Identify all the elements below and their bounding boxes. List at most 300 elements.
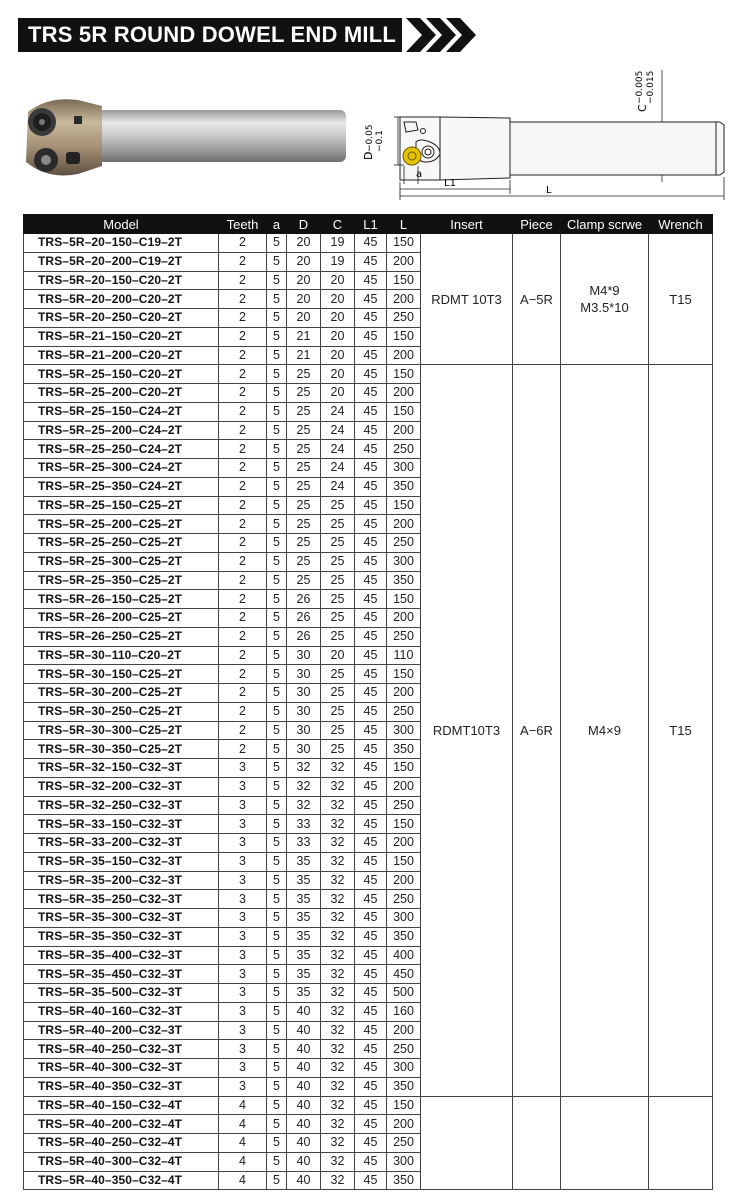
cell-teeth: 2 <box>219 702 267 721</box>
cell-l1: 45 <box>355 796 387 815</box>
cell-d: 25 <box>287 365 321 384</box>
cell-d: 21 <box>287 327 321 346</box>
cell-a: 5 <box>267 852 287 871</box>
cell-model: TRS–5R–40–200–C32–3T <box>24 1021 219 1040</box>
cell-teeth: 2 <box>219 271 267 290</box>
cell-a: 5 <box>267 1152 287 1171</box>
cell-l: 350 <box>387 571 421 590</box>
cell-c: 24 <box>321 402 355 421</box>
cell-l1: 45 <box>355 965 387 984</box>
cell-d: 25 <box>287 459 321 478</box>
cell-c: 32 <box>321 852 355 871</box>
cell-l: 150 <box>387 402 421 421</box>
cell-l1: 45 <box>355 552 387 571</box>
cell-a: 5 <box>267 871 287 890</box>
cell-teeth: 3 <box>219 871 267 890</box>
cell-l: 450 <box>387 965 421 984</box>
page-title: TRS 5R ROUND DOWEL END MILL <box>18 18 402 52</box>
cell-model: TRS–5R–25–350–C25–2T <box>24 571 219 590</box>
cell-d: 25 <box>287 534 321 553</box>
cell-teeth: 3 <box>219 1040 267 1059</box>
cell-l: 250 <box>387 309 421 328</box>
cell-model: TRS–5R–35–400–C32–3T <box>24 946 219 965</box>
cell-l: 200 <box>387 871 421 890</box>
cell-teeth: 4 <box>219 1115 267 1134</box>
cell-d: 32 <box>287 759 321 778</box>
dimension-drawing <box>360 62 740 202</box>
cell-d: 40 <box>287 1077 321 1096</box>
clamp-screw-spec: M4*9 <box>589 283 620 299</box>
cell-c: 24 <box>321 421 355 440</box>
cell-a: 5 <box>267 421 287 440</box>
cell-c: 20 <box>321 327 355 346</box>
cell-teeth: 4 <box>219 1152 267 1171</box>
cell-l1: 45 <box>355 290 387 309</box>
cell-teeth: 2 <box>219 721 267 740</box>
cell-c: 32 <box>321 1059 355 1078</box>
table-row <box>24 234 713 253</box>
cell-d: 26 <box>287 627 321 646</box>
cell-l: 300 <box>387 552 421 571</box>
cell-model: TRS–5R–25–200–C24–2T <box>24 421 219 440</box>
cell-l1: 45 <box>355 1171 387 1190</box>
cell-model: TRS–5R–20–250–C20–2T <box>24 309 219 328</box>
cell-d: 35 <box>287 909 321 928</box>
cell-d: 26 <box>287 609 321 628</box>
cell-teeth: 2 <box>219 552 267 571</box>
cell-teeth: 2 <box>219 496 267 515</box>
cell-d: 40 <box>287 1059 321 1078</box>
cell-l: 200 <box>387 252 421 271</box>
cell-c: 19 <box>321 252 355 271</box>
cell-l: 300 <box>387 909 421 928</box>
cell-d: 25 <box>287 477 321 496</box>
cell-model: TRS–5R–30–250–C25–2T <box>24 702 219 721</box>
col-header-l: L <box>387 215 421 234</box>
cell-c: 32 <box>321 1171 355 1190</box>
cell-teeth: 2 <box>219 290 267 309</box>
cell-c: 32 <box>321 965 355 984</box>
cell-l1: 45 <box>355 777 387 796</box>
cell-piece <box>513 1096 561 1190</box>
cell-l: 300 <box>387 721 421 740</box>
cell-c: 20 <box>321 646 355 665</box>
cell-l1: 45 <box>355 440 387 459</box>
cell-c: 25 <box>321 534 355 553</box>
cell-c: 32 <box>321 1134 355 1153</box>
cell-c: 25 <box>321 665 355 684</box>
cell-a: 5 <box>267 646 287 665</box>
col-header-teeth: Teeth <box>219 215 267 234</box>
cell-teeth: 2 <box>219 684 267 703</box>
cell-teeth: 2 <box>219 646 267 665</box>
col-header-wrench: Wrench <box>649 215 713 234</box>
cell-d: 40 <box>287 1115 321 1134</box>
cell-model: TRS–5R–20–150–C19–2T <box>24 234 219 253</box>
cell-c: 32 <box>321 1040 355 1059</box>
cell-l: 150 <box>387 496 421 515</box>
cell-a: 5 <box>267 609 287 628</box>
cell-d: 35 <box>287 890 321 909</box>
cell-model: TRS–5R–40–350–C32–4T <box>24 1171 219 1190</box>
cell-c: 32 <box>321 796 355 815</box>
cell-l: 250 <box>387 440 421 459</box>
cell-model: TRS–5R–32–150–C32–3T <box>24 759 219 778</box>
cell-l1: 45 <box>355 721 387 740</box>
cell-l: 250 <box>387 890 421 909</box>
cell-c: 25 <box>321 590 355 609</box>
cell-l1: 45 <box>355 1077 387 1096</box>
cell-d: 25 <box>287 552 321 571</box>
cell-model: TRS–5R–32–200–C32–3T <box>24 777 219 796</box>
cell-clamp <box>561 1096 649 1190</box>
cell-c: 24 <box>321 459 355 478</box>
cell-a: 5 <box>267 1115 287 1134</box>
cell-a: 5 <box>267 552 287 571</box>
cell-l1: 45 <box>355 627 387 646</box>
cell-c: 25 <box>321 740 355 759</box>
cell-d: 33 <box>287 834 321 853</box>
cell-teeth: 3 <box>219 834 267 853</box>
cell-d: 35 <box>287 946 321 965</box>
cell-a: 5 <box>267 927 287 946</box>
cell-a: 5 <box>267 384 287 403</box>
cell-l1: 45 <box>355 365 387 384</box>
cell-model: TRS–5R–26–250–C25–2T <box>24 627 219 646</box>
cell-model: TRS–5R–26–200–C25–2T <box>24 609 219 628</box>
cell-l: 200 <box>387 346 421 365</box>
cell-model: TRS–5R–25–250–C25–2T <box>24 534 219 553</box>
cell-l1: 45 <box>355 421 387 440</box>
cell-l1: 45 <box>355 496 387 515</box>
cell-d: 40 <box>287 1096 321 1115</box>
col-header-c: C <box>321 215 355 234</box>
cell-c: 25 <box>321 571 355 590</box>
cell-a: 5 <box>267 271 287 290</box>
col-header-clamp: Clamp scrwe <box>561 215 649 234</box>
cell-l1: 45 <box>355 927 387 946</box>
cell-l: 150 <box>387 327 421 346</box>
cell-d: 35 <box>287 965 321 984</box>
cell-d: 30 <box>287 665 321 684</box>
cell-l1: 45 <box>355 890 387 909</box>
cell-l: 250 <box>387 702 421 721</box>
cell-teeth: 3 <box>219 909 267 928</box>
cell-c: 25 <box>321 684 355 703</box>
cell-a: 5 <box>267 684 287 703</box>
cell-model: TRS–5R–40–300–C32–4T <box>24 1152 219 1171</box>
cell-model: TRS–5R–20–200–C20–2T <box>24 290 219 309</box>
cell-c: 32 <box>321 1077 355 1096</box>
cell-a: 5 <box>267 702 287 721</box>
cell-a: 5 <box>267 496 287 515</box>
cell-model: TRS–5R–25–350–C24–2T <box>24 477 219 496</box>
cell-d: 25 <box>287 440 321 459</box>
cell-l: 160 <box>387 1002 421 1021</box>
cell-c: 20 <box>321 384 355 403</box>
cell-model: TRS–5R–30–300–C25–2T <box>24 721 219 740</box>
cell-d: 30 <box>287 740 321 759</box>
cell-l1: 45 <box>355 234 387 253</box>
cell-l1: 45 <box>355 402 387 421</box>
cell-teeth: 2 <box>219 590 267 609</box>
cell-l: 300 <box>387 459 421 478</box>
cell-l1: 45 <box>355 534 387 553</box>
cell-teeth: 3 <box>219 890 267 909</box>
cell-d: 25 <box>287 571 321 590</box>
cell-d: 35 <box>287 984 321 1003</box>
cell-l: 350 <box>387 477 421 496</box>
cell-d: 26 <box>287 590 321 609</box>
cell-model: TRS–5R–25–250–C24–2T <box>24 440 219 459</box>
col-header-d: D <box>287 215 321 234</box>
cell-c: 32 <box>321 1115 355 1134</box>
cell-l1: 45 <box>355 327 387 346</box>
cell-d: 30 <box>287 684 321 703</box>
cell-wrench: T15 <box>649 234 713 365</box>
cell-l1: 45 <box>355 815 387 834</box>
cell-l: 250 <box>387 1040 421 1059</box>
cell-c: 32 <box>321 1021 355 1040</box>
cell-model: TRS–5R–35–250–C32–3T <box>24 890 219 909</box>
cell-d: 25 <box>287 421 321 440</box>
cell-l1: 45 <box>355 984 387 1003</box>
cell-l: 200 <box>387 609 421 628</box>
cell-model: TRS–5R–26–150–C25–2T <box>24 590 219 609</box>
cell-teeth: 3 <box>219 815 267 834</box>
cell-c: 32 <box>321 871 355 890</box>
cell-model: TRS–5R–33–200–C32–3T <box>24 834 219 853</box>
cell-l1: 45 <box>355 459 387 478</box>
cell-model: TRS–5R–35–200–C32–3T <box>24 871 219 890</box>
spec-table <box>23 214 713 1190</box>
cell-c: 20 <box>321 290 355 309</box>
cell-a: 5 <box>267 965 287 984</box>
cell-l: 350 <box>387 1077 421 1096</box>
cell-model: TRS–5R–25–200–C20–2T <box>24 384 219 403</box>
cell-d: 25 <box>287 384 321 403</box>
cell-l1: 45 <box>355 252 387 271</box>
cell-model: TRS–5R–20–200–C19–2T <box>24 252 219 271</box>
cell-teeth: 4 <box>219 1134 267 1153</box>
cell-teeth: 2 <box>219 440 267 459</box>
cell-model: TRS–5R–25–150–C20–2T <box>24 365 219 384</box>
cell-a: 5 <box>267 740 287 759</box>
cell-l1: 45 <box>355 477 387 496</box>
cell-l: 150 <box>387 234 421 253</box>
cell-teeth: 3 <box>219 1021 267 1040</box>
cell-c: 32 <box>321 777 355 796</box>
cell-a: 5 <box>267 459 287 478</box>
cell-l1: 45 <box>355 384 387 403</box>
cell-c: 25 <box>321 515 355 534</box>
cell-l: 250 <box>387 1134 421 1153</box>
cell-a: 5 <box>267 665 287 684</box>
cell-l: 400 <box>387 946 421 965</box>
cell-teeth: 3 <box>219 965 267 984</box>
cell-c: 32 <box>321 1002 355 1021</box>
cell-l: 200 <box>387 834 421 853</box>
cell-l: 250 <box>387 796 421 815</box>
cell-c: 25 <box>321 496 355 515</box>
cell-l: 250 <box>387 627 421 646</box>
cell-teeth: 2 <box>219 346 267 365</box>
cell-model: TRS–5R–40–160–C32–3T <box>24 1002 219 1021</box>
cell-model: TRS–5R–35–450–C32–3T <box>24 965 219 984</box>
cell-d: 20 <box>287 290 321 309</box>
cell-l1: 45 <box>355 571 387 590</box>
cell-insert: RDMT10T3 <box>421 365 513 1096</box>
l-label: L <box>546 185 552 196</box>
cell-c: 25 <box>321 721 355 740</box>
cell-model: TRS–5R–30–200–C25–2T <box>24 684 219 703</box>
cell-clamp <box>561 234 649 365</box>
cell-c: 32 <box>321 1152 355 1171</box>
cell-l: 150 <box>387 852 421 871</box>
cell-teeth: 3 <box>219 1002 267 1021</box>
cell-teeth: 2 <box>219 252 267 271</box>
cell-l1: 45 <box>355 590 387 609</box>
cell-a: 5 <box>267 1021 287 1040</box>
cell-teeth: 3 <box>219 777 267 796</box>
cell-l: 150 <box>387 365 421 384</box>
cell-a: 5 <box>267 252 287 271</box>
cell-a: 5 <box>267 402 287 421</box>
cell-l1: 45 <box>355 1059 387 1078</box>
a-label: a <box>416 169 423 180</box>
cell-c: 20 <box>321 271 355 290</box>
cell-a: 5 <box>267 365 287 384</box>
cell-teeth: 2 <box>219 365 267 384</box>
cell-a: 5 <box>267 946 287 965</box>
cell-c: 32 <box>321 984 355 1003</box>
cell-model: TRS–5R–32–250–C32–3T <box>24 796 219 815</box>
cell-wrench <box>649 1096 713 1190</box>
cell-l: 200 <box>387 384 421 403</box>
cell-a: 5 <box>267 327 287 346</box>
cell-d: 33 <box>287 815 321 834</box>
col-header-a: a <box>267 215 287 234</box>
clamp-screw-spec: M3.5*10 <box>580 300 629 316</box>
cell-d: 30 <box>287 702 321 721</box>
cell-c: 32 <box>321 834 355 853</box>
col-header-piece: Piece <box>513 215 561 234</box>
cell-teeth: 2 <box>219 402 267 421</box>
cell-d: 40 <box>287 1134 321 1153</box>
cell-l: 200 <box>387 290 421 309</box>
cell-a: 5 <box>267 1096 287 1115</box>
cell-a: 5 <box>267 1134 287 1153</box>
cell-l: 200 <box>387 684 421 703</box>
cell-teeth: 2 <box>219 571 267 590</box>
cell-model: TRS–5R–35–500–C32–3T <box>24 984 219 1003</box>
cell-l: 200 <box>387 421 421 440</box>
cell-d: 20 <box>287 234 321 253</box>
table-row <box>24 365 713 384</box>
cell-model: TRS–5R–21–200–C20–2T <box>24 346 219 365</box>
cell-model: TRS–5R–35–150–C32–3T <box>24 852 219 871</box>
cell-c: 32 <box>321 946 355 965</box>
cell-teeth: 4 <box>219 1096 267 1115</box>
cell-teeth: 3 <box>219 796 267 815</box>
cell-model: TRS–5R–25–200–C25–2T <box>24 515 219 534</box>
cell-a: 5 <box>267 1171 287 1190</box>
cell-l1: 45 <box>355 740 387 759</box>
cell-l1: 45 <box>355 759 387 778</box>
cell-c: 24 <box>321 477 355 496</box>
cell-teeth: 2 <box>219 459 267 478</box>
cell-c: 32 <box>321 815 355 834</box>
cell-a: 5 <box>267 534 287 553</box>
cell-l1: 45 <box>355 1040 387 1059</box>
d-tol-bot: −0.1 <box>375 130 385 152</box>
cell-model: TRS–5R–20–150–C20–2T <box>24 271 219 290</box>
cell-l1: 45 <box>355 665 387 684</box>
title-banner <box>18 18 458 52</box>
c-label: C <box>636 104 649 112</box>
cell-model: TRS–5R–25–300–C25–2T <box>24 552 219 571</box>
cell-model: TRS–5R–40–200–C32–4T <box>24 1115 219 1134</box>
cell-l1: 45 <box>355 684 387 703</box>
cell-d: 20 <box>287 309 321 328</box>
d-tol-top: −0.05 <box>365 124 375 152</box>
cell-teeth: 2 <box>219 515 267 534</box>
cell-c: 32 <box>321 1096 355 1115</box>
cell-l1: 45 <box>355 871 387 890</box>
cell-l: 350 <box>387 740 421 759</box>
cell-model: TRS–5R–40–150–C32–4T <box>24 1096 219 1115</box>
cell-a: 5 <box>267 1040 287 1059</box>
cell-model: TRS–5R–25–150–C25–2T <box>24 496 219 515</box>
cell-teeth: 3 <box>219 852 267 871</box>
cell-a: 5 <box>267 309 287 328</box>
cell-d: 32 <box>287 777 321 796</box>
cell-d: 40 <box>287 1040 321 1059</box>
cell-model: TRS–5R–25–300–C24–2T <box>24 459 219 478</box>
cell-d: 25 <box>287 402 321 421</box>
cell-d: 40 <box>287 1152 321 1171</box>
cell-l: 150 <box>387 271 421 290</box>
cell-d: 40 <box>287 1171 321 1190</box>
cell-a: 5 <box>267 834 287 853</box>
cell-a: 5 <box>267 590 287 609</box>
cell-d: 35 <box>287 852 321 871</box>
cell-insert <box>421 1096 513 1190</box>
cell-a: 5 <box>267 571 287 590</box>
cell-teeth: 4 <box>219 1171 267 1190</box>
cell-a: 5 <box>267 440 287 459</box>
cell-teeth: 2 <box>219 740 267 759</box>
cell-l1: 45 <box>355 1096 387 1115</box>
cell-model: TRS–5R–30–110–C20–2T <box>24 646 219 665</box>
table-row <box>24 1096 713 1115</box>
cell-d: 30 <box>287 646 321 665</box>
cell-wrench: T15 <box>649 365 713 1096</box>
cell-model: TRS–5R–35–350–C32–3T <box>24 927 219 946</box>
cell-l: 150 <box>387 815 421 834</box>
cell-c: 25 <box>321 552 355 571</box>
cell-l: 500 <box>387 984 421 1003</box>
cell-l1: 45 <box>355 271 387 290</box>
cell-d: 30 <box>287 721 321 740</box>
cell-c: 25 <box>321 627 355 646</box>
cell-c: 20 <box>321 309 355 328</box>
cell-c: 20 <box>321 365 355 384</box>
cell-teeth: 3 <box>219 927 267 946</box>
end-mill-photo <box>18 92 348 192</box>
cell-piece: A−5R <box>513 234 561 365</box>
cell-teeth: 3 <box>219 946 267 965</box>
